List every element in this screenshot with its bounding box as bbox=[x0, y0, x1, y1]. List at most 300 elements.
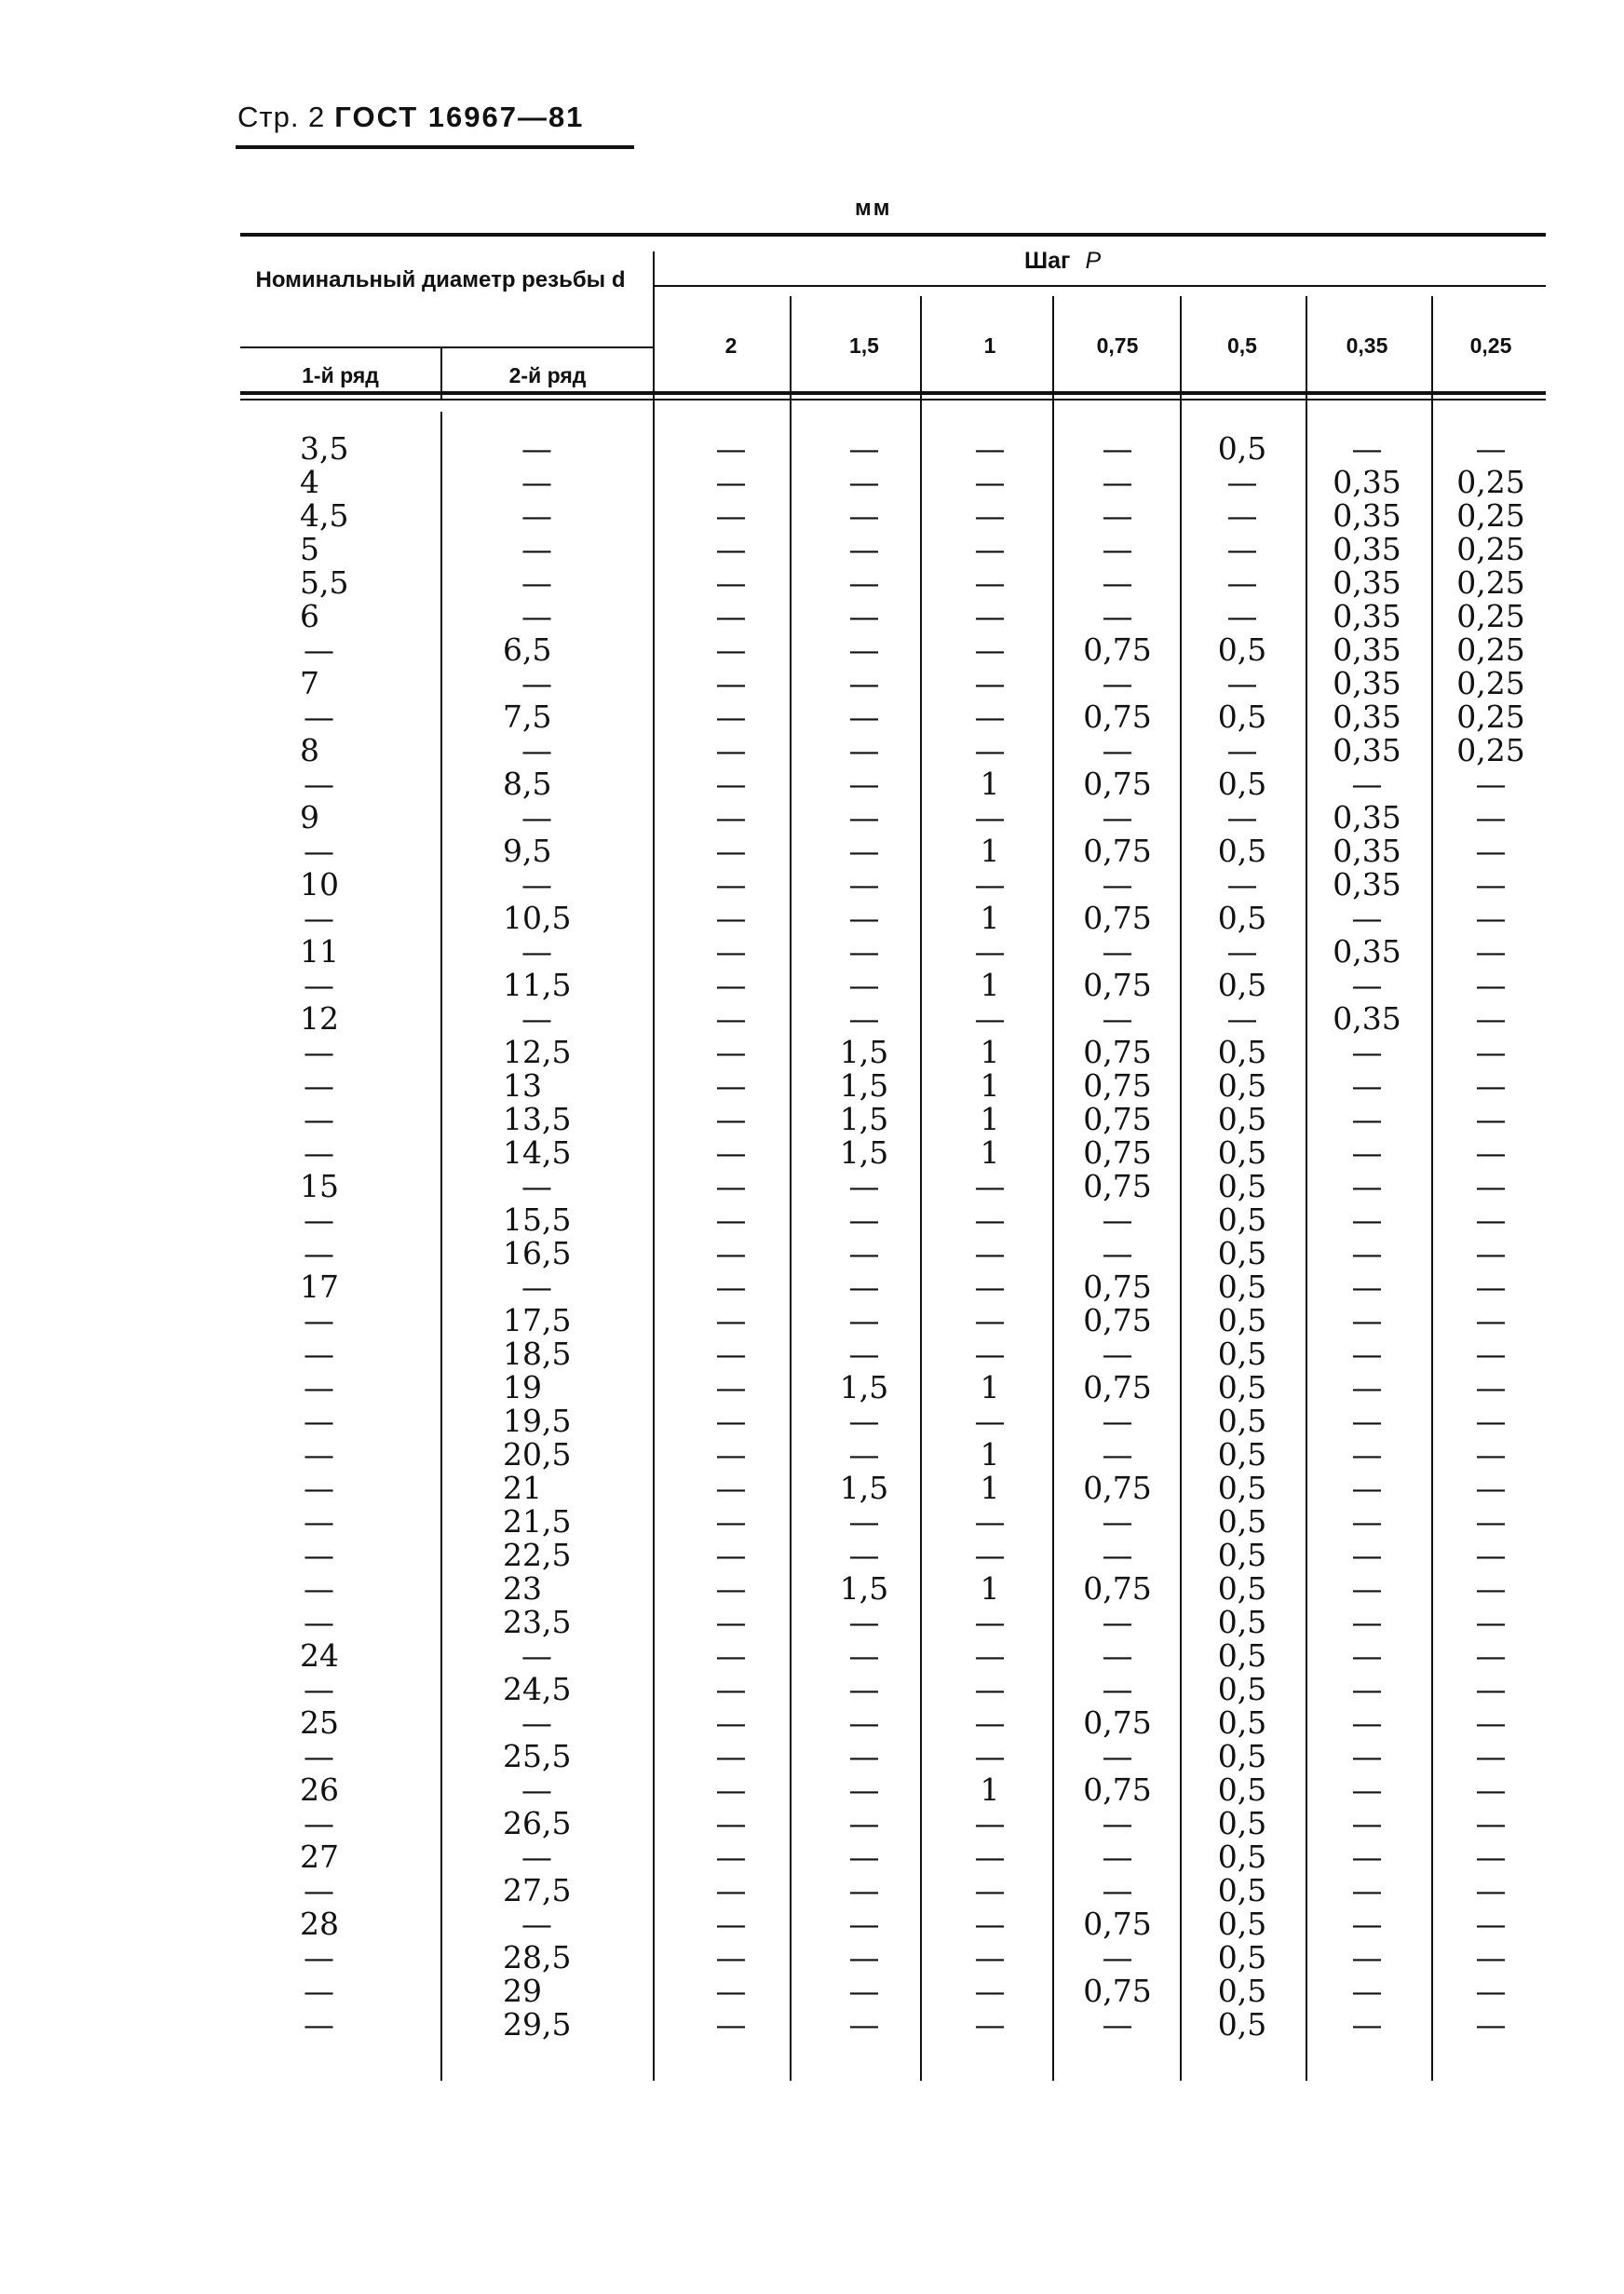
empty-cell-dash: — bbox=[1102, 1235, 1133, 1271]
empty-cell-dash: — bbox=[715, 1403, 747, 1439]
diameter-cell: 10 bbox=[300, 866, 339, 903]
empty-cell-dash: — bbox=[1475, 1939, 1507, 1975]
empty-cell-dash: — bbox=[715, 1503, 747, 1540]
pitch-cell: 0,35 bbox=[1333, 564, 1401, 601]
empty-cell-dash: — bbox=[848, 1704, 880, 1741]
empty-cell-dash: — bbox=[1226, 933, 1258, 970]
empty-cell-dash: — bbox=[1351, 1872, 1383, 1908]
empty-cell-dash: — bbox=[974, 1738, 1006, 1774]
empty-cell-dash: — bbox=[1102, 1839, 1133, 1875]
pitch-col-divider bbox=[920, 296, 922, 2081]
empty-cell-dash: — bbox=[974, 464, 1006, 500]
pitch-cell: 0,5 bbox=[1217, 1201, 1267, 1238]
empty-cell-dash: — bbox=[1351, 1436, 1383, 1473]
pitch-cell: 0,35 bbox=[1333, 799, 1401, 835]
empty-cell-dash: — bbox=[848, 1805, 880, 1841]
empty-cell-dash: — bbox=[304, 1403, 334, 1439]
empty-cell-dash: — bbox=[848, 732, 880, 768]
empty-cell-dash: — bbox=[974, 1839, 1006, 1875]
empty-cell-dash: — bbox=[974, 1906, 1006, 1942]
empty-cell-dash: — bbox=[848, 1738, 880, 1774]
empty-cell-dash: — bbox=[304, 1503, 334, 1540]
empty-cell-dash: — bbox=[1475, 833, 1507, 869]
empty-cell-dash: — bbox=[521, 1906, 552, 1942]
pitch-cell: 1 bbox=[980, 1570, 1000, 1607]
diameter-cell: 25 bbox=[300, 1704, 339, 1741]
empty-cell-dash: — bbox=[715, 1235, 747, 1271]
empty-cell-dash: — bbox=[848, 430, 880, 467]
empty-cell-dash: — bbox=[715, 1470, 747, 1506]
diameter-cell: 11,5 bbox=[503, 967, 572, 1003]
page-label: Стр. 2 bbox=[237, 101, 326, 133]
empty-cell-dash: — bbox=[974, 1805, 1006, 1841]
pitch-cell: 0,5 bbox=[1217, 1470, 1267, 1506]
empty-cell-dash: — bbox=[304, 1738, 334, 1774]
empty-cell-dash: — bbox=[521, 1269, 552, 1305]
empty-cell-dash: — bbox=[848, 598, 880, 634]
empty-cell-dash: — bbox=[1351, 1034, 1383, 1070]
empty-cell-dash: — bbox=[1226, 464, 1258, 500]
diameter-cell: 8 bbox=[300, 732, 319, 768]
empty-cell-dash: — bbox=[848, 631, 880, 668]
pitch-cell: 0,5 bbox=[1217, 430, 1267, 467]
pitch-header: 0,25 bbox=[1469, 333, 1512, 358]
empty-cell-dash: — bbox=[974, 1235, 1006, 1271]
empty-cell-dash: — bbox=[1475, 1436, 1507, 1473]
header-bottom-rule-2 bbox=[240, 399, 1546, 400]
pitch-cell: 0,5 bbox=[1217, 1369, 1267, 1405]
empty-cell-dash: — bbox=[974, 598, 1006, 634]
empty-cell-dash: — bbox=[1351, 1570, 1383, 1607]
empty-cell-dash: — bbox=[974, 1269, 1006, 1305]
empty-cell-dash: — bbox=[715, 598, 747, 634]
pitch-cell: 0,5 bbox=[1217, 766, 1267, 802]
empty-cell-dash: — bbox=[715, 2006, 747, 2043]
empty-cell-dash: — bbox=[715, 1436, 747, 1473]
pitch-cell: 0,5 bbox=[1217, 1336, 1267, 1372]
empty-cell-dash: — bbox=[1351, 1101, 1383, 1137]
empty-cell-dash: — bbox=[715, 766, 747, 802]
empty-cell-dash: — bbox=[1102, 665, 1133, 701]
empty-cell-dash: — bbox=[304, 1570, 334, 1607]
empty-cell-dash: — bbox=[974, 1939, 1006, 1975]
pitch-cell: 0,25 bbox=[1456, 699, 1525, 735]
pitch-cell: 0,5 bbox=[1217, 1704, 1267, 1741]
pitch-col-divider bbox=[1052, 296, 1054, 2081]
empty-cell-dash: — bbox=[715, 866, 747, 903]
empty-cell-dash: — bbox=[974, 631, 1006, 668]
pitch-header: 0,5 bbox=[1227, 333, 1257, 358]
pitch-cell: 0,75 bbox=[1083, 1570, 1152, 1607]
empty-cell-dash: — bbox=[304, 1134, 334, 1171]
pitch-cell: 1,5 bbox=[839, 1034, 889, 1070]
empty-cell-dash: — bbox=[974, 1872, 1006, 1908]
pitch-cell: 1 bbox=[980, 1436, 1000, 1473]
empty-cell-dash: — bbox=[715, 1201, 747, 1238]
empty-cell-dash: — bbox=[715, 1336, 747, 1372]
empty-cell-dash: — bbox=[715, 464, 747, 500]
empty-cell-dash: — bbox=[715, 1168, 747, 1204]
pitch-cell: 0,5 bbox=[1217, 1436, 1267, 1473]
empty-cell-dash: — bbox=[974, 1168, 1006, 1204]
empty-cell-dash: — bbox=[521, 1839, 552, 1875]
empty-cell-dash: — bbox=[1475, 933, 1507, 970]
empty-cell-dash: — bbox=[848, 564, 880, 601]
pitch-cell: 0,35 bbox=[1333, 933, 1401, 970]
empty-cell-dash: — bbox=[1226, 531, 1258, 567]
pitch-header: 1 bbox=[983, 333, 996, 358]
empty-cell-dash: — bbox=[848, 1403, 880, 1439]
pitch-cell: 0,75 bbox=[1083, 1101, 1152, 1137]
empty-cell-dash: — bbox=[1351, 1302, 1383, 1338]
diameter-cell: 24 bbox=[300, 1637, 339, 1674]
pitch-cell: 1 bbox=[980, 1369, 1000, 1405]
empty-cell-dash: — bbox=[1475, 1201, 1507, 1238]
empty-cell-dash: — bbox=[1475, 1369, 1507, 1405]
empty-cell-dash: — bbox=[848, 1973, 880, 2009]
pitch-col-divider bbox=[790, 296, 792, 2081]
empty-cell-dash: — bbox=[974, 1201, 1006, 1238]
empty-cell-dash: — bbox=[1226, 799, 1258, 835]
diameter-cell: 11 bbox=[300, 933, 339, 970]
pitch-cell: 1,5 bbox=[839, 1369, 889, 1405]
empty-cell-dash: — bbox=[1102, 1503, 1133, 1540]
diameter-cell: 26 bbox=[300, 1771, 339, 1808]
pitch-cell: 0,35 bbox=[1333, 497, 1401, 534]
empty-cell-dash: — bbox=[1351, 1771, 1383, 1808]
header-step-symbol: P bbox=[1085, 248, 1102, 274]
empty-cell-dash: — bbox=[1226, 497, 1258, 534]
empty-cell-dash: — bbox=[1226, 598, 1258, 634]
pitch-cell: 0,75 bbox=[1083, 1973, 1152, 2009]
empty-cell-dash: — bbox=[715, 1570, 747, 1607]
empty-cell-dash: — bbox=[304, 1939, 334, 1975]
diameter-cell: 10,5 bbox=[503, 900, 572, 936]
pitch-cell: 0,5 bbox=[1217, 1168, 1267, 1204]
empty-cell-dash: — bbox=[1351, 1537, 1383, 1573]
empty-cell-dash: — bbox=[848, 799, 880, 835]
pitch-cell: 1 bbox=[980, 1034, 1000, 1070]
empty-cell-dash: — bbox=[1102, 2006, 1133, 2043]
empty-cell-dash: — bbox=[1102, 1436, 1133, 1473]
empty-cell-dash: — bbox=[715, 1872, 747, 1908]
pitch-cell: 0,75 bbox=[1083, 1704, 1152, 1741]
empty-cell-dash: — bbox=[1475, 1570, 1507, 1607]
pitch-col-divider bbox=[1306, 296, 1307, 2081]
diameter-cell: 21 bbox=[503, 1470, 542, 1506]
empty-cell-dash: — bbox=[1351, 1738, 1383, 1774]
diameter-cell: 28 bbox=[300, 1906, 339, 1942]
empty-cell-dash: — bbox=[1226, 1000, 1258, 1037]
empty-cell-dash: — bbox=[1102, 531, 1133, 567]
empty-cell-dash: — bbox=[1351, 1403, 1383, 1439]
empty-cell-dash: — bbox=[521, 497, 552, 534]
pitch-cell: 0,35 bbox=[1333, 531, 1401, 567]
standard-number: ГОСТ 16967—81 bbox=[334, 101, 585, 133]
empty-cell-dash: — bbox=[304, 1336, 334, 1372]
empty-cell-dash: — bbox=[848, 1671, 880, 1707]
empty-cell-dash: — bbox=[1351, 1369, 1383, 1405]
diameter-cell: 19,5 bbox=[503, 1403, 572, 1439]
empty-cell-dash: — bbox=[1102, 464, 1133, 500]
pitch-cell: 0,35 bbox=[1333, 631, 1401, 668]
empty-cell-dash: — bbox=[1102, 866, 1133, 903]
pitch-cell: 0,5 bbox=[1217, 1906, 1267, 1942]
diameter-cell: 7 bbox=[300, 665, 319, 701]
pitch-header: 1,5 bbox=[849, 333, 879, 358]
empty-cell-dash: — bbox=[848, 1269, 880, 1305]
pitch-cell: 0,5 bbox=[1217, 1269, 1267, 1305]
pitch-cell: 1,5 bbox=[839, 1470, 889, 1506]
empty-cell-dash: — bbox=[1475, 1771, 1507, 1808]
empty-cell-dash: — bbox=[304, 967, 334, 1003]
empty-cell-dash: — bbox=[848, 1637, 880, 1674]
empty-cell-dash: — bbox=[974, 1704, 1006, 1741]
diameter-cell: 14,5 bbox=[503, 1134, 572, 1171]
pitch-cell: 0,5 bbox=[1217, 699, 1267, 735]
empty-cell-dash: — bbox=[521, 564, 552, 601]
empty-cell-dash: — bbox=[1475, 799, 1507, 835]
empty-cell-dash: — bbox=[715, 967, 747, 1003]
empty-cell-dash: — bbox=[715, 531, 747, 567]
empty-cell-dash: — bbox=[848, 1302, 880, 1338]
empty-cell-dash: — bbox=[1102, 1000, 1133, 1037]
empty-cell-dash: — bbox=[1102, 497, 1133, 534]
empty-cell-dash: — bbox=[1226, 732, 1258, 768]
empty-cell-dash: — bbox=[1475, 1034, 1507, 1070]
empty-cell-dash: — bbox=[1102, 1336, 1133, 1372]
empty-cell-dash: — bbox=[1475, 766, 1507, 802]
empty-cell-dash: — bbox=[1226, 866, 1258, 903]
empty-cell-dash: — bbox=[1102, 598, 1133, 634]
empty-cell-dash: — bbox=[1351, 1235, 1383, 1271]
empty-cell-dash: — bbox=[848, 665, 880, 701]
empty-cell-dash: — bbox=[304, 1805, 334, 1841]
empty-cell-dash: — bbox=[974, 497, 1006, 534]
empty-cell-dash: — bbox=[848, 1503, 880, 1540]
pitch-cell: 0,5 bbox=[1217, 1101, 1267, 1137]
empty-cell-dash: — bbox=[1475, 1470, 1507, 1506]
empty-cell-dash: — bbox=[848, 531, 880, 567]
empty-cell-dash: — bbox=[974, 1973, 1006, 2009]
header-underline bbox=[236, 145, 634, 149]
empty-cell-dash: — bbox=[1351, 1704, 1383, 1741]
empty-cell-dash: — bbox=[848, 1168, 880, 1204]
diameter-cell: 12,5 bbox=[503, 1034, 572, 1070]
empty-cell-dash: — bbox=[715, 933, 747, 970]
diameter-cell: 15,5 bbox=[503, 1201, 572, 1238]
pitch-cell: 0,5 bbox=[1217, 1235, 1267, 1271]
pitch-cell: 1,5 bbox=[839, 1570, 889, 1607]
empty-cell-dash: — bbox=[715, 699, 747, 735]
pitch-cell: 0,5 bbox=[1217, 1604, 1267, 1640]
empty-cell-dash: — bbox=[304, 1067, 334, 1104]
header-nominal-diameter: Номинальный диаметр резьбы d bbox=[255, 267, 626, 292]
pitch-cell: 0,25 bbox=[1456, 631, 1525, 668]
empty-cell-dash: — bbox=[1351, 430, 1383, 467]
empty-cell-dash: — bbox=[521, 598, 552, 634]
empty-cell-dash: — bbox=[974, 866, 1006, 903]
empty-cell-dash: — bbox=[521, 464, 552, 500]
pitch-cell: 0,75 bbox=[1083, 1168, 1152, 1204]
empty-cell-dash: — bbox=[974, 564, 1006, 601]
pitch-cell: 0,5 bbox=[1217, 1403, 1267, 1439]
empty-cell-dash: — bbox=[1351, 1906, 1383, 1942]
empty-cell-dash: — bbox=[1351, 1336, 1383, 1372]
empty-cell-dash: — bbox=[1351, 2006, 1383, 2043]
empty-cell-dash: — bbox=[974, 1503, 1006, 1540]
empty-cell-dash: — bbox=[1475, 1906, 1507, 1942]
empty-cell-dash: — bbox=[848, 1906, 880, 1942]
empty-cell-dash: — bbox=[1102, 1671, 1133, 1707]
pitch-cell: 0,75 bbox=[1083, 1302, 1152, 1338]
empty-cell-dash: — bbox=[1475, 1537, 1507, 1573]
empty-cell-dash: — bbox=[974, 1336, 1006, 1372]
empty-cell-dash: — bbox=[304, 1470, 334, 1506]
empty-cell-dash: — bbox=[848, 1872, 880, 1908]
empty-cell-dash: — bbox=[521, 531, 552, 567]
empty-cell-dash: — bbox=[1475, 1235, 1507, 1271]
col-divider-pitch bbox=[653, 251, 655, 2081]
empty-cell-dash: — bbox=[848, 1604, 880, 1640]
empty-cell-dash: — bbox=[304, 900, 334, 936]
empty-cell-dash: — bbox=[1102, 799, 1133, 835]
pitch-cell: 1 bbox=[980, 1101, 1000, 1137]
diameter-cell: 4 bbox=[300, 464, 319, 500]
pitch-cell: 0,75 bbox=[1083, 967, 1152, 1003]
empty-cell-dash: — bbox=[304, 1671, 334, 1707]
empty-cell-dash: — bbox=[974, 732, 1006, 768]
empty-cell-dash: — bbox=[304, 1034, 334, 1070]
header-row-1: 1-й ряд bbox=[302, 363, 379, 387]
empty-cell-dash: — bbox=[1475, 1839, 1507, 1875]
empty-cell-dash: — bbox=[1475, 1671, 1507, 1707]
empty-cell-dash: — bbox=[1351, 1168, 1383, 1204]
diameter-cell: 9 bbox=[300, 799, 319, 835]
empty-cell-dash: — bbox=[715, 1973, 747, 2009]
pitch-cell: 1 bbox=[980, 1771, 1000, 1808]
empty-cell-dash: — bbox=[715, 732, 747, 768]
empty-cell-dash: — bbox=[521, 799, 552, 835]
pitch-header: 2 bbox=[724, 333, 738, 358]
empty-cell-dash: — bbox=[848, 2006, 880, 2043]
header-step bbox=[1024, 248, 1101, 275]
empty-cell-dash: — bbox=[304, 1101, 334, 1137]
empty-cell-dash: — bbox=[848, 1235, 880, 1271]
empty-cell-dash: — bbox=[304, 766, 334, 802]
pitch-cell: 0,75 bbox=[1083, 1906, 1152, 1942]
table-top-rule bbox=[240, 233, 1546, 237]
empty-cell-dash: — bbox=[1475, 1269, 1507, 1305]
empty-cell-dash: — bbox=[304, 1201, 334, 1238]
empty-cell-dash: — bbox=[304, 833, 334, 869]
empty-cell-dash: — bbox=[974, 2006, 1006, 2043]
diameter-cell: 27,5 bbox=[503, 1872, 572, 1908]
empty-cell-dash: — bbox=[848, 967, 880, 1003]
pitch-cell: 0,75 bbox=[1083, 1369, 1152, 1405]
empty-cell-dash: — bbox=[521, 430, 552, 467]
empty-cell-dash: — bbox=[715, 1034, 747, 1070]
empty-cell-dash: — bbox=[1351, 1604, 1383, 1640]
diameter-cell: 28,5 bbox=[503, 1939, 572, 1975]
diameter-cell: 24,5 bbox=[503, 1671, 572, 1707]
pitch-cell: 0,75 bbox=[1083, 900, 1152, 936]
pitch-cell: 0,5 bbox=[1217, 1973, 1267, 2009]
pitch-cell: 0,35 bbox=[1333, 699, 1401, 735]
empty-cell-dash: — bbox=[1475, 1000, 1507, 1037]
empty-cell-dash: — bbox=[521, 1637, 552, 1674]
empty-cell-dash: — bbox=[848, 699, 880, 735]
diameter-cell: 4,5 bbox=[300, 497, 349, 534]
empty-cell-dash: — bbox=[1475, 430, 1507, 467]
empty-cell-dash: — bbox=[715, 1000, 747, 1037]
empty-cell-dash: — bbox=[1351, 900, 1383, 936]
empty-cell-dash: — bbox=[848, 1839, 880, 1875]
empty-cell-dash: — bbox=[1102, 1537, 1133, 1573]
empty-cell-dash: — bbox=[1475, 967, 1507, 1003]
diameter-cell: 5,5 bbox=[300, 564, 349, 601]
pitch-cell: 0,5 bbox=[1217, 1637, 1267, 1674]
diameter-cell: 22,5 bbox=[503, 1537, 572, 1573]
pitch-cell: 0,35 bbox=[1333, 665, 1401, 701]
empty-cell-dash: — bbox=[848, 900, 880, 936]
row-header-rule bbox=[240, 346, 655, 348]
empty-cell-dash: — bbox=[304, 1235, 334, 1271]
diameter-cell: 9,5 bbox=[503, 833, 552, 869]
empty-cell-dash: — bbox=[1351, 1067, 1383, 1104]
pitch-cell: 0,5 bbox=[1217, 1839, 1267, 1875]
empty-cell-dash: — bbox=[848, 1537, 880, 1573]
pitch-cell: 0,35 bbox=[1333, 833, 1401, 869]
empty-cell-dash: — bbox=[848, 1939, 880, 1975]
empty-cell-dash: — bbox=[304, 1369, 334, 1405]
diameter-cell: 5 bbox=[300, 531, 319, 567]
pitch-cell: 1,5 bbox=[839, 1067, 889, 1104]
empty-cell-dash: — bbox=[521, 1704, 552, 1741]
empty-cell-dash: — bbox=[1102, 430, 1133, 467]
empty-cell-dash: — bbox=[715, 1637, 747, 1674]
empty-cell-dash: — bbox=[1102, 1939, 1133, 1975]
pitch-col-divider bbox=[1431, 296, 1433, 2081]
empty-cell-dash: — bbox=[1351, 967, 1383, 1003]
empty-cell-dash: — bbox=[1475, 2006, 1507, 2043]
empty-cell-dash: — bbox=[1226, 564, 1258, 601]
pitch-cell: 0,5 bbox=[1217, 1771, 1267, 1808]
empty-cell-dash: — bbox=[715, 1134, 747, 1171]
empty-cell-dash: — bbox=[1475, 1168, 1507, 1204]
empty-cell-dash: — bbox=[1475, 1503, 1507, 1540]
empty-cell-dash: — bbox=[715, 900, 747, 936]
empty-cell-dash: — bbox=[715, 1704, 747, 1741]
empty-cell-dash: — bbox=[1102, 1637, 1133, 1674]
empty-cell-dash: — bbox=[974, 933, 1006, 970]
header-step-label: Шаг bbox=[1024, 248, 1071, 274]
empty-cell-dash: — bbox=[715, 564, 747, 601]
empty-cell-dash: — bbox=[715, 430, 747, 467]
empty-cell-dash: — bbox=[1475, 1738, 1507, 1774]
diameter-cell: 23,5 bbox=[503, 1604, 572, 1640]
header-bottom-rule bbox=[240, 391, 1546, 395]
empty-cell-dash: — bbox=[1351, 1269, 1383, 1305]
pitch-cell: 1,5 bbox=[839, 1134, 889, 1171]
empty-cell-dash: — bbox=[715, 1939, 747, 1975]
diameter-cell: 13,5 bbox=[503, 1101, 572, 1137]
empty-cell-dash: — bbox=[1475, 900, 1507, 936]
empty-cell-dash: — bbox=[848, 1000, 880, 1037]
empty-cell-dash: — bbox=[974, 1000, 1006, 1037]
empty-cell-dash: — bbox=[974, 1637, 1006, 1674]
diameter-cell: 12 bbox=[300, 1000, 339, 1037]
